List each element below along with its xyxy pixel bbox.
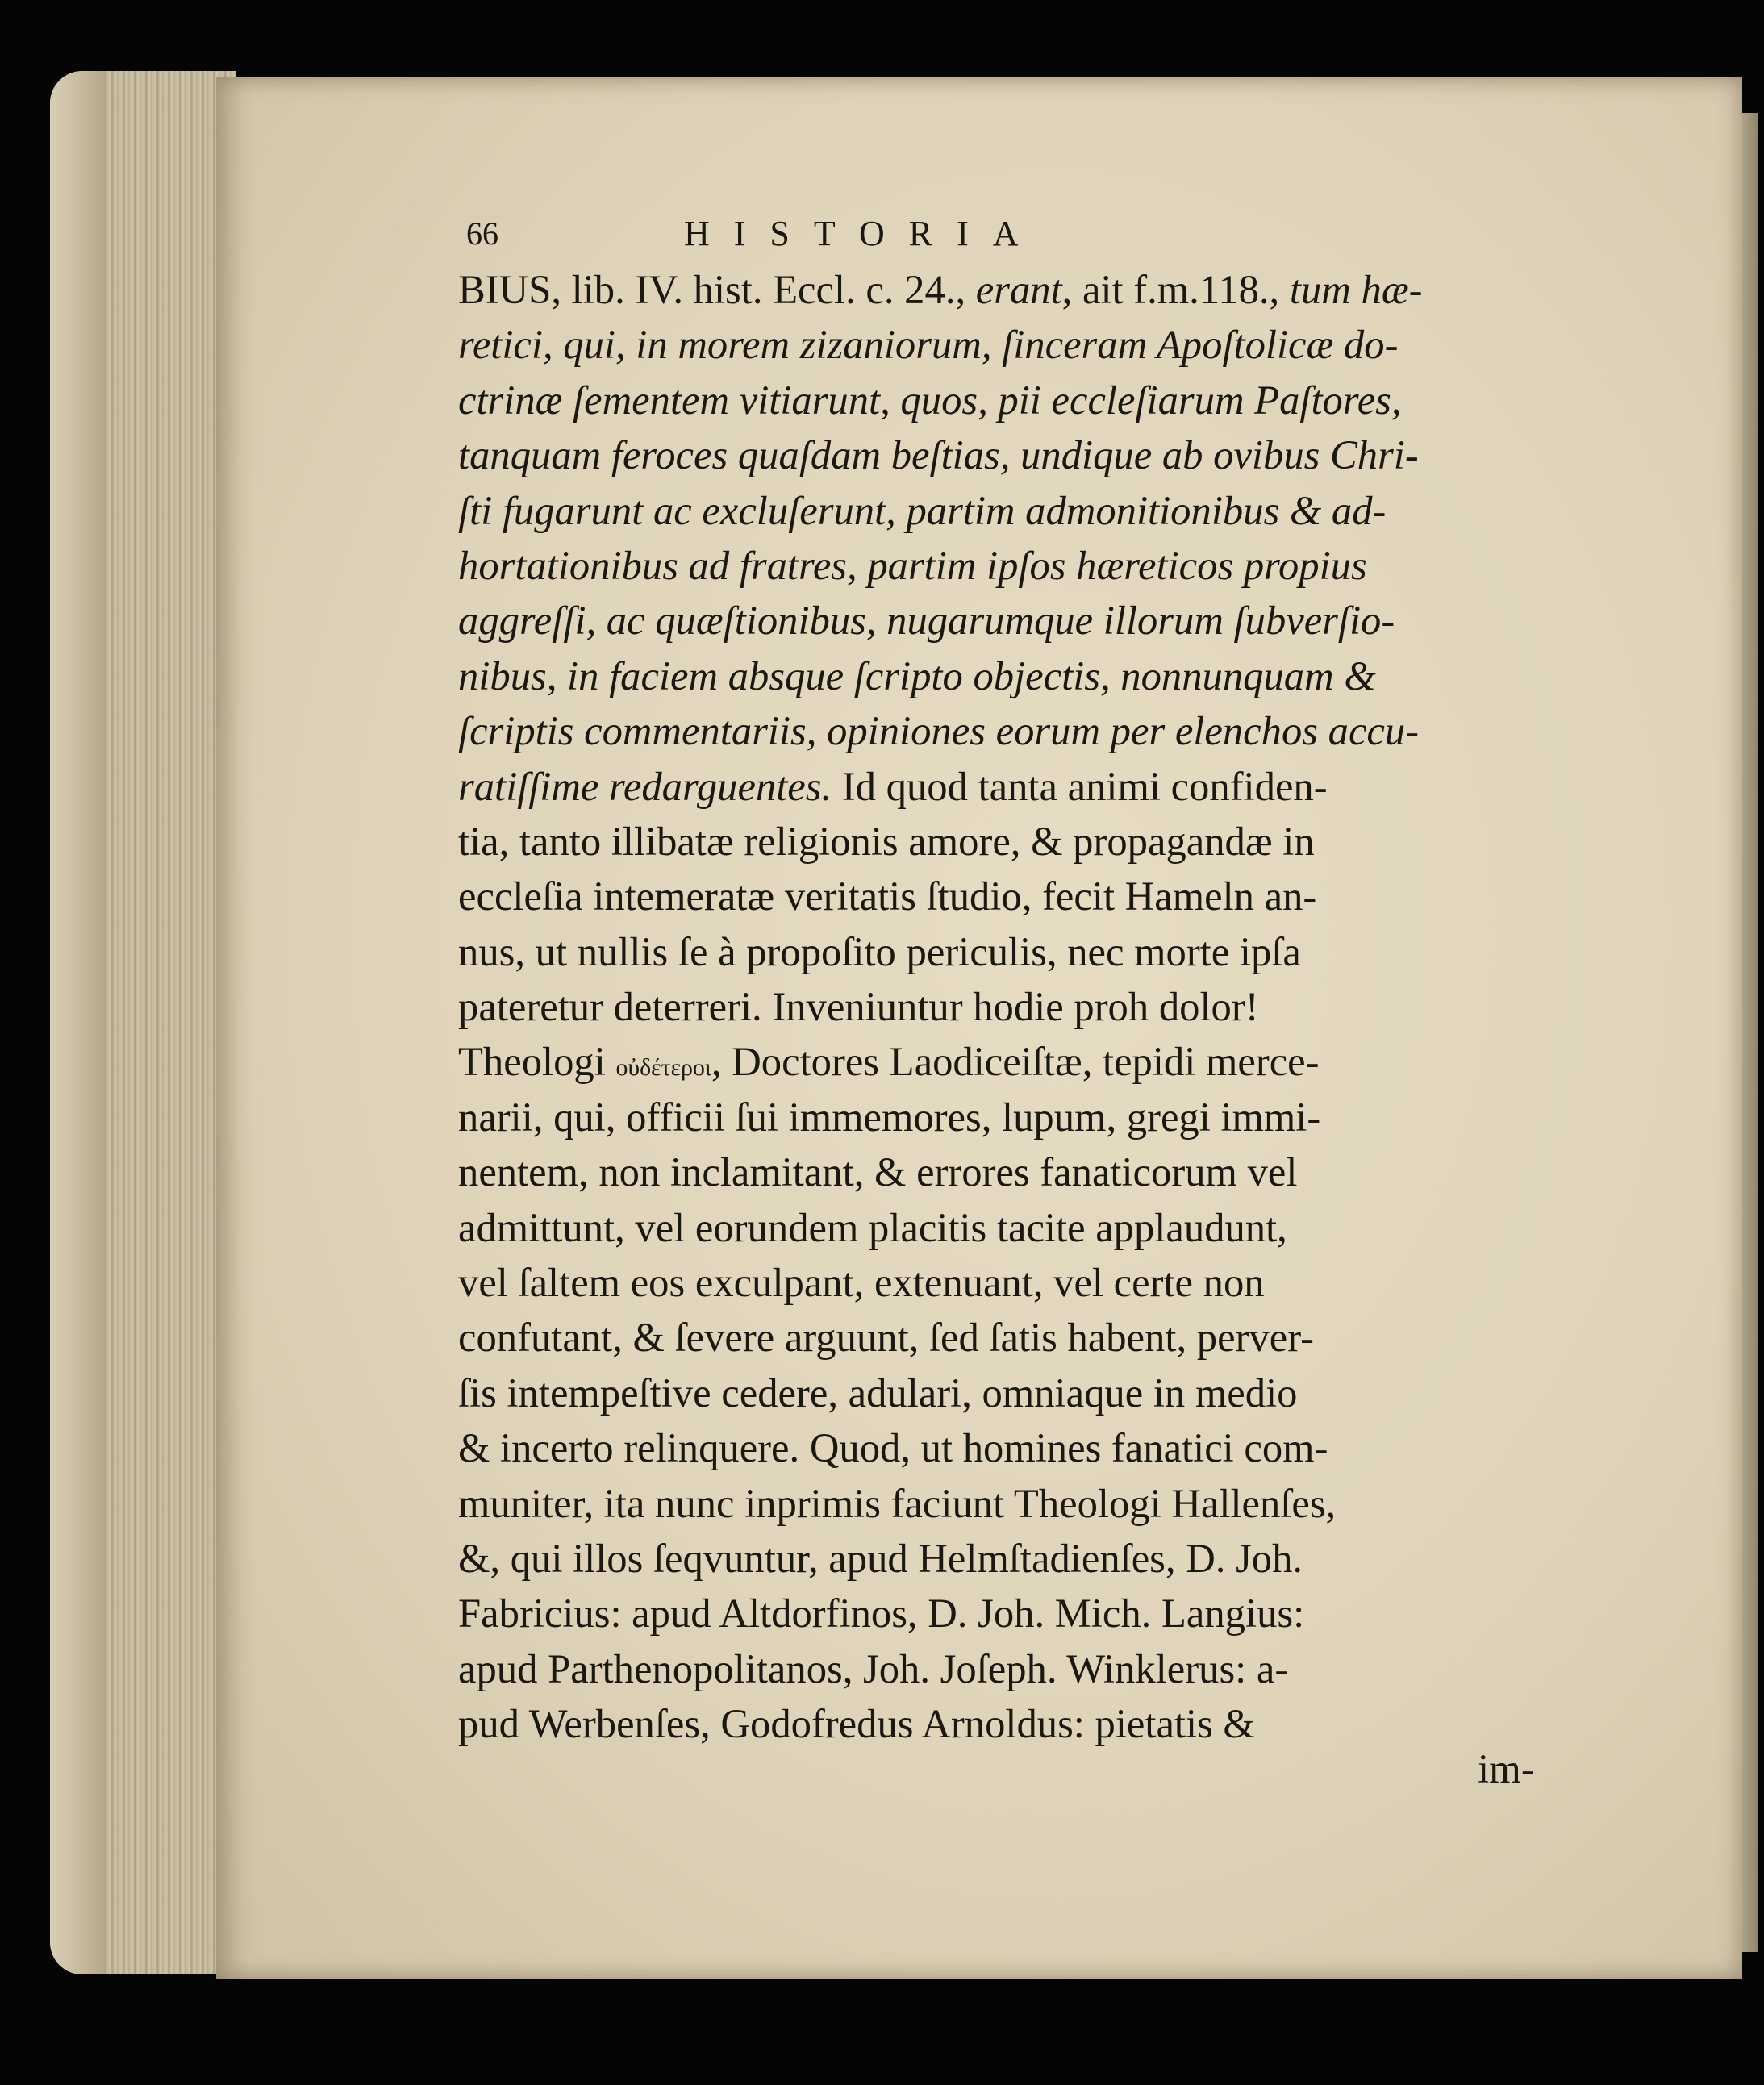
text-line [458, 1532, 1571, 1587]
text-segment: eccleſia intemeratæ veritatis ſtudio, fecit Hameln an- [458, 874, 1317, 920]
text-segment: tanquam feroces quaſdam beſtias, undique ab ovibus Chri- [458, 433, 1419, 479]
text-segment: BIUS, lib. IV. hist. Eccl. c. 24., [458, 268, 976, 313]
text-line [458, 1642, 1571, 1697]
text-segment: tia, tanto illibatæ religionis amore, & propagandæ in [458, 819, 1315, 865]
text-line [458, 263, 1571, 318]
text-segment: admittunt, vel eorundem placitis tacite applaudunt, [458, 1205, 1287, 1251]
page-edges [50, 71, 236, 1974]
text-line [458, 1201, 1571, 1256]
text-segment: &, qui illos ſeqvuntur, apud Helmſtadienſes, D. Joh. [458, 1536, 1303, 1582]
text-segment: retici, qui, in morem zizaniorum, ſinceram Apoſtolicæ do- [458, 323, 1399, 369]
page-number: 66 [466, 215, 498, 252]
text-line [458, 373, 1571, 428]
text-line [458, 428, 1571, 483]
text-segment: muniter, ita nunc inprimis faciunt Theologi Hallenſes, [458, 1481, 1337, 1527]
text-segment: narii, qui, officii ſui immemores, lupum, gregi immi- [458, 1095, 1321, 1140]
text-segment: Theologi [458, 1040, 616, 1086]
text-segment: ratiſſime redarguentes. [458, 764, 832, 810]
text-segment: nibus, in faciem absque ſcripto objectis, nonnunquam & [458, 653, 1376, 699]
text-line [458, 1311, 1571, 1366]
running-head: HISTORIA [684, 214, 1043, 253]
text-segment: pud Werbenſes, Godofredus Arnoldus: pietatis & [458, 1702, 1255, 1748]
text-line [458, 760, 1571, 815]
text-segment: erant [975, 268, 1062, 313]
text-segment: hortationibus ad fratres, partim ipſos hæreticos propius [458, 543, 1367, 589]
text-segment: οὐδέτεροι [615, 1054, 711, 1082]
text-segment: ſis intempeſtive cedere, adulari, omniaque in medio [458, 1370, 1298, 1416]
text-segment: vel ſaltem eos exculpant, extenuant, vel certe non [458, 1261, 1265, 1307]
text-segment: ſti fugarunt ac excluſerunt, partim admonitionibus & ad- [458, 488, 1387, 534]
text-line [458, 539, 1571, 594]
text-line [458, 1256, 1571, 1311]
text-line [458, 1587, 1571, 1641]
catchword: im- [1478, 1747, 1535, 1792]
text-line [458, 594, 1571, 648]
text-line [458, 1145, 1571, 1200]
text-line [458, 704, 1571, 759]
text-line [458, 318, 1571, 373]
text-line [458, 925, 1571, 980]
text-segment: tum hæ- [1289, 268, 1423, 313]
text-line [458, 980, 1571, 1035]
text-segment: nentem, non inclamitant, & errores fanaticorum vel [458, 1150, 1298, 1196]
text-line [458, 1421, 1571, 1476]
text-line [458, 869, 1571, 924]
text-segment: pateretur deterreri. Inveniuntur hodie proh dolor! [458, 985, 1259, 1031]
text-segment: Fabricius: apud Altdorfinos, D. Joh. Mich. Langius: [458, 1591, 1305, 1637]
text-segment: & incerto relinquere. Quod, ut homines fanatici com- [458, 1426, 1328, 1472]
text-line [458, 649, 1571, 704]
text-line [458, 1697, 1571, 1752]
text-segment: , ait f.m.118., [1061, 268, 1290, 313]
text-line [458, 1366, 1571, 1421]
text-segment: nus, ut nullis ſe à propoſito periculis, nec morte ipſa [458, 929, 1301, 975]
text-segment: aggreſſi, ac quæſtionibus, nugarumque illorum ſubverſio- [458, 598, 1395, 644]
text-segment: apud Parthenopolitanos, Joh. Joſeph. Winklerus: a- [458, 1646, 1289, 1692]
text-line [458, 1035, 1571, 1090]
text-segment: confutant, & ſevere arguunt, ſed ſatis habent, perver- [458, 1316, 1314, 1362]
text-line [458, 484, 1571, 539]
text-segment: ctrinæ ſementem vitiarunt, quos, pii eccleſiarum Paſtores, [458, 377, 1402, 423]
text-line [458, 815, 1571, 869]
text-line [458, 1477, 1571, 1532]
body-text [458, 263, 1579, 1753]
text-line [458, 1090, 1571, 1145]
text-segment: ſcriptis commentariis, opiniones eorum per elenchos accu- [458, 709, 1420, 755]
page-header [466, 206, 1595, 262]
text-segment: , Doctores Laodiceiſtæ, tepidi merce- [711, 1040, 1320, 1086]
text-segment: Id quod tanta animi confiden- [832, 764, 1328, 810]
